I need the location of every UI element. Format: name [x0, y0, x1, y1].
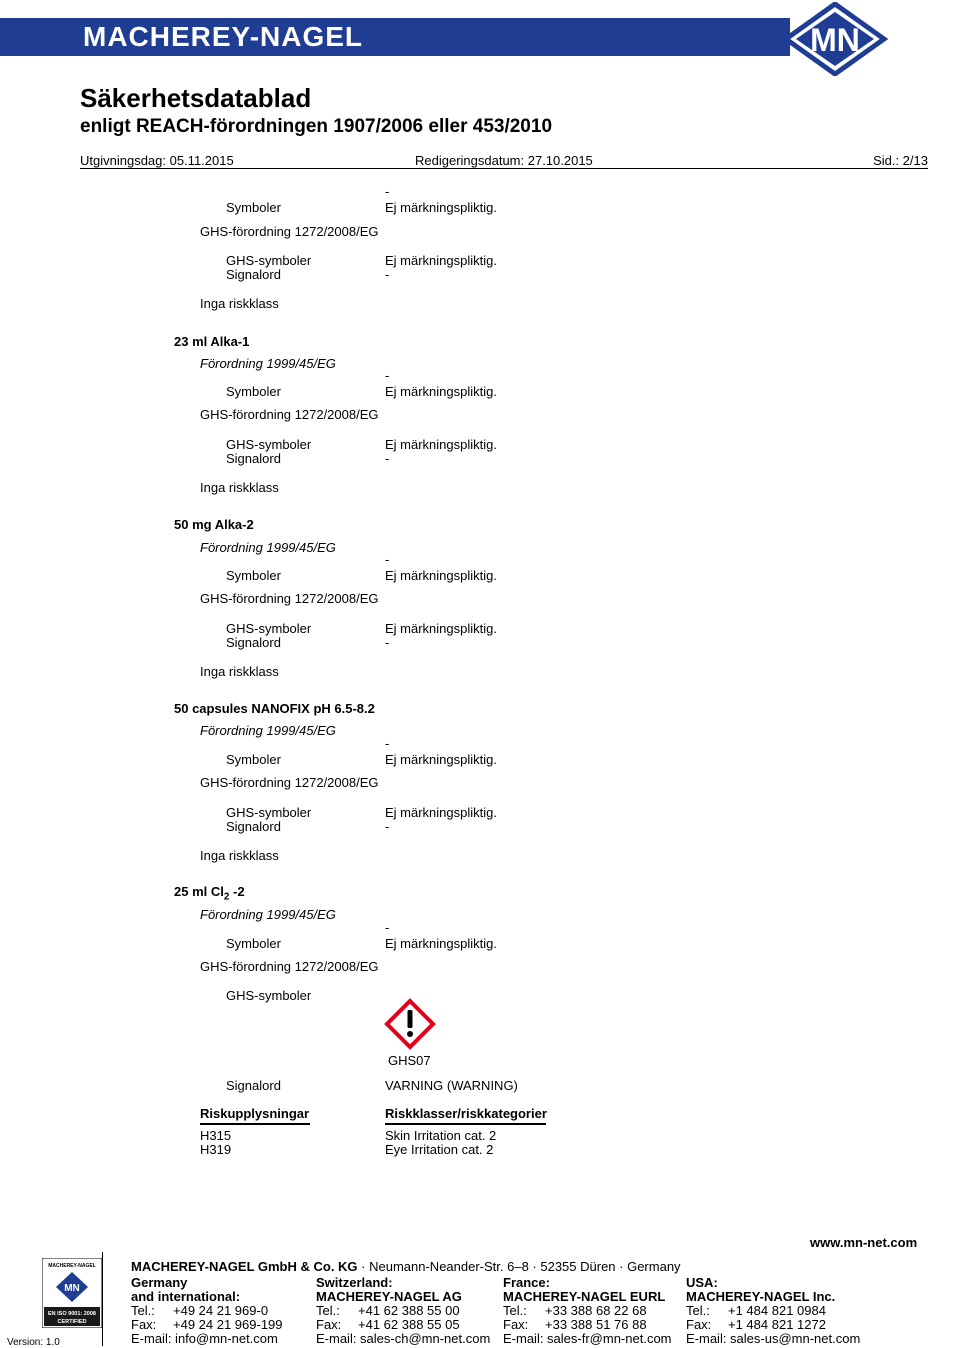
- risk-statements-underline: [200, 1123, 310, 1125]
- dash: -: [385, 552, 390, 567]
- symboler-value: Ej märkningspliktig.: [385, 384, 497, 399]
- dash: -: [385, 920, 390, 935]
- date-line: [80, 153, 928, 169]
- ghs-regulation: GHS-förordning 1272/2008/EG: [200, 959, 379, 974]
- footer-tel-label: Tel.:: [686, 1303, 710, 1318]
- signalord-label: Signalord: [226, 1078, 281, 1093]
- ghs-symboler-value: Ej märkningspliktig.: [385, 621, 497, 636]
- dash: -: [385, 368, 390, 383]
- section-title-main: 25 ml Cl: [174, 884, 224, 899]
- footer-email[interactable]: E-mail: sales-us@mn-net.com: [686, 1331, 861, 1346]
- risk-class: Eye Irritation cat. 2: [385, 1142, 494, 1157]
- footer-tel: +1 484 821 0984: [728, 1303, 826, 1318]
- page-number: Sid.: 2/13: [873, 153, 928, 168]
- symboler-label: Symboler: [226, 384, 281, 399]
- signalord-value: -: [385, 635, 390, 650]
- symboler-label: Symboler: [226, 200, 281, 215]
- section-title: 50 mg Alka-2: [174, 517, 254, 532]
- iso-certified-logo-icon: [42, 1258, 102, 1328]
- section-title: 23 ml Alka-1: [174, 334, 250, 349]
- dash: -: [385, 736, 390, 751]
- signalord-value: VARNING (WARNING): [385, 1078, 518, 1093]
- ghs-symboler-label: GHS-symboler: [226, 253, 312, 268]
- ghs-regulation: GHS-förordning 1272/2008/EG: [200, 775, 379, 790]
- risk-class: Skin Irritation cat. 2: [385, 1128, 497, 1143]
- footer-fax-label: Fax:: [503, 1317, 529, 1332]
- section-title-suffix: -2: [229, 884, 245, 899]
- logo-text: MN: [810, 22, 860, 58]
- brand-name: MACHEREY-NAGEL: [83, 21, 364, 52]
- section-title-subscript: 2: [223, 891, 230, 903]
- footer-tel: +49 24 21 969-0: [173, 1303, 269, 1318]
- symboler-value: Ej märkningspliktig.: [385, 200, 497, 215]
- cert-line2: CERTIFIED: [57, 1319, 87, 1325]
- footer-fax: +33 388 51 76 88: [545, 1317, 647, 1332]
- ghs07-exclamation-icon: [384, 998, 436, 1050]
- section-title: [174, 884, 245, 905]
- symboler-label: Symboler: [226, 568, 281, 583]
- dash: -: [385, 184, 390, 199]
- risk-code: H315: [200, 1128, 232, 1143]
- ghs-symboler-label: GHS-symboler: [226, 805, 312, 820]
- cert-mn: MN: [64, 1283, 80, 1294]
- footer-col-heading: Switzerland:: [316, 1275, 393, 1290]
- symboler-value: Ej märkningspliktig.: [385, 752, 497, 767]
- signalord-value: -: [385, 451, 390, 466]
- signalord-value: -: [385, 819, 390, 834]
- version-label: Version: 1.0: [7, 1337, 60, 1348]
- footer-email[interactable]: E-mail: sales-ch@mn-net.com: [316, 1331, 491, 1346]
- footer-fax-label: Fax:: [131, 1317, 157, 1332]
- footer-fax: +1 484 821 1272: [728, 1317, 826, 1332]
- company-line: [131, 1259, 681, 1274]
- risk-statements-header: Riskupplysningar: [200, 1106, 310, 1121]
- signalord-label: Signalord: [226, 267, 281, 282]
- signalord-label: Signalord: [226, 819, 281, 834]
- section-title: 50 capsules NANOFIX pH 6.5-8.2: [174, 701, 375, 716]
- symboler-value: Ej märkningspliktig.: [385, 936, 497, 951]
- company-address: · Neumann-Neander-Str. 6–8 · 52355 Düren · Germany: [357, 1259, 681, 1274]
- revision-date: Redigeringsdatum: 27.10.2015: [415, 153, 593, 168]
- pictogram-code: GHS07: [388, 1053, 431, 1068]
- regulation-label: Förordning 1999/45/EG: [200, 540, 336, 555]
- symboler-label: Symboler: [226, 936, 281, 951]
- footer-fax-label: Fax:: [316, 1317, 342, 1332]
- footer-fax: +41 62 388 55 05: [358, 1317, 460, 1332]
- no-risk-class: Inga riskklass: [200, 296, 279, 311]
- risk-classes-underline: [385, 1123, 546, 1125]
- regulation-label: Förordning 1999/45/EG: [200, 723, 336, 738]
- footer-email[interactable]: E-mail: sales-fr@mn-net.com: [503, 1331, 672, 1346]
- footer-tel-label: Tel.:: [316, 1303, 340, 1318]
- footer-col-subheading: MACHEREY-NAGEL Inc.: [686, 1289, 836, 1304]
- symboler-label: Symboler: [226, 752, 281, 767]
- website-link[interactable]: www.mn-net.com: [810, 1235, 918, 1250]
- company-name: MACHEREY-NAGEL GmbH & Co. KG: [131, 1259, 358, 1274]
- issue-date: Utgivningsdag: 05.11.2015: [80, 153, 234, 168]
- ghs-regulation: GHS-förordning 1272/2008/EG: [200, 407, 379, 422]
- footer-tel-label: Tel.:: [131, 1303, 155, 1318]
- symboler-value: Ej märkningspliktig.: [385, 568, 497, 583]
- footer-fax: +49 24 21 969-199: [173, 1317, 283, 1332]
- mn-logo-icon: [780, 2, 890, 76]
- signalord-label: Signalord: [226, 635, 281, 650]
- ghs-symboler-label: GHS-symboler: [226, 437, 312, 452]
- regulation-label: Förordning 1999/45/EG: [200, 356, 336, 371]
- signalord-value: -: [385, 267, 390, 282]
- page-subtitle: enligt REACH-förordningen 1907/2006 eller 453/2010: [80, 116, 553, 137]
- footer-col-heading: France:: [503, 1275, 550, 1290]
- ghs-symboler-value: Ej märkningspliktig.: [385, 805, 497, 820]
- ghs-regulation: GHS-förordning 1272/2008/EG: [200, 224, 379, 239]
- page-title: Säkerhetsdatablad: [80, 83, 312, 113]
- ghs-symboler-label: GHS-symboler: [226, 621, 312, 636]
- no-risk-class: Inga riskklass: [200, 848, 279, 863]
- regulation-label: Förordning 1999/45/EG: [200, 907, 336, 922]
- footer-col-subheading: MACHEREY-NAGEL AG: [316, 1289, 462, 1304]
- risk-classes-header: Riskklasser/riskkategorier: [385, 1106, 547, 1121]
- signalord-label: Signalord: [226, 451, 281, 466]
- footer-col-heading: Germany: [131, 1275, 188, 1290]
- footer-email[interactable]: E-mail: info@mn-net.com: [131, 1331, 278, 1346]
- ghs-regulation: GHS-förordning 1272/2008/EG: [200, 591, 379, 606]
- no-risk-class: Inga riskklass: [200, 480, 279, 495]
- cert-brand: MACHEREY-NAGEL: [48, 1263, 96, 1269]
- ghs-symboler-value: Ej märkningspliktig.: [385, 253, 497, 268]
- footer-col-subheading: and international:: [131, 1289, 241, 1304]
- no-risk-class: Inga riskklass: [200, 664, 279, 679]
- footer-tel-label: Tel.:: [503, 1303, 527, 1318]
- cert-line1: EN ISO 9001: 2008: [47, 1311, 97, 1317]
- footer-fax-label: Fax:: [686, 1317, 712, 1332]
- footer-tel: +41 62 388 55 00: [358, 1303, 460, 1318]
- ghs-symboler-label: GHS-symboler: [226, 988, 312, 1003]
- footer-col-heading: USA:: [686, 1275, 718, 1290]
- ghs-symboler-value: Ej märkningspliktig.: [385, 437, 497, 452]
- footer-divider: [102, 1252, 103, 1346]
- footer-tel: +33 388 68 22 68: [545, 1303, 647, 1318]
- risk-code: H319: [200, 1142, 232, 1157]
- footer-col-subheading: MACHEREY-NAGEL EURL: [503, 1289, 666, 1304]
